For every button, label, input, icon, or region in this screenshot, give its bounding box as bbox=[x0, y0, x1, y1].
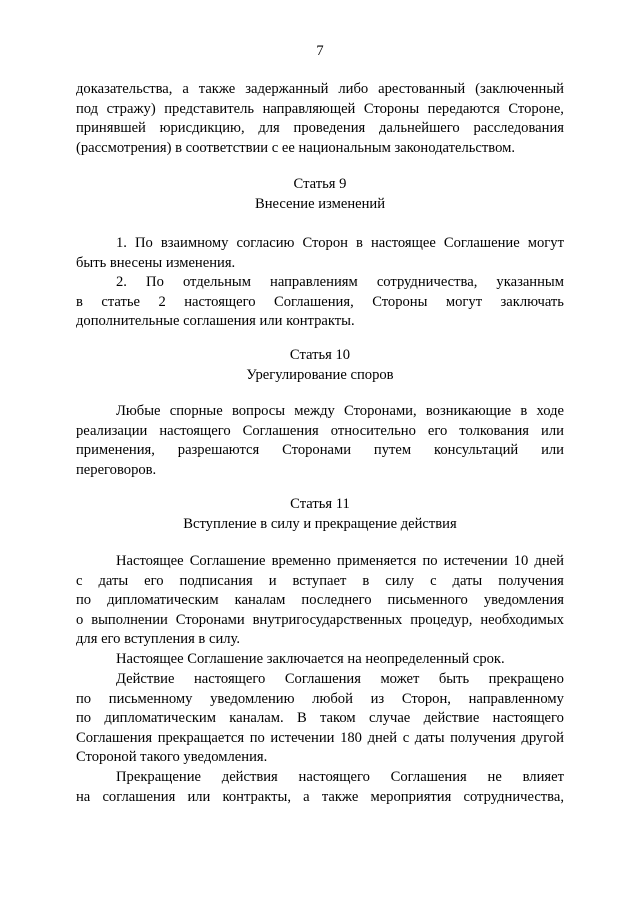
word: 1. bbox=[116, 235, 127, 251]
text-line: для его вступления в силу. bbox=[76, 631, 241, 648]
word: даты bbox=[414, 729, 445, 746]
word: или bbox=[541, 422, 564, 439]
word: Соглашения bbox=[284, 671, 361, 687]
word: По bbox=[146, 274, 164, 290]
word: даты bbox=[452, 572, 483, 589]
article-9-paragraph-2 bbox=[76, 273, 564, 332]
word: по bbox=[76, 592, 92, 609]
article-9-paragraph-1 bbox=[76, 234, 564, 273]
word: сотрудничества, bbox=[463, 788, 564, 805]
word: последнего bbox=[301, 592, 372, 609]
word: стражу) bbox=[106, 100, 156, 117]
word: в bbox=[520, 403, 528, 419]
word: может bbox=[380, 671, 420, 687]
word: Настоящее bbox=[116, 553, 184, 569]
word: вопросы bbox=[231, 403, 286, 419]
word: Стороне, bbox=[508, 100, 564, 117]
word: 2 bbox=[158, 293, 166, 310]
word: юрисдикцию, bbox=[159, 120, 245, 137]
text-line bbox=[76, 670, 564, 690]
word: уведомления bbox=[483, 592, 564, 609]
article-11-paragraph-3 bbox=[76, 670, 564, 768]
word: прекращено bbox=[488, 671, 564, 687]
word: в bbox=[355, 235, 363, 251]
word: 10 bbox=[513, 553, 529, 569]
word: настоящее bbox=[370, 235, 436, 251]
text-line bbox=[76, 690, 564, 710]
word: статье bbox=[101, 293, 141, 310]
word: его bbox=[144, 572, 164, 589]
word: проведения bbox=[293, 120, 366, 137]
word: направлениям bbox=[270, 274, 358, 290]
word: временно bbox=[271, 553, 331, 569]
word: взаимному bbox=[160, 235, 229, 251]
word: дипломатическим bbox=[107, 592, 219, 609]
word: реализации bbox=[76, 422, 148, 439]
word: с bbox=[430, 572, 437, 589]
word: относительно bbox=[330, 422, 416, 439]
text-line: дополнительные соглашения или контракты. bbox=[76, 313, 355, 330]
text-line bbox=[76, 768, 564, 788]
word: любой bbox=[312, 690, 353, 707]
word: в bbox=[76, 293, 83, 310]
word: отдельным bbox=[182, 274, 251, 290]
word: Соглашение bbox=[189, 553, 266, 569]
word: на bbox=[76, 788, 91, 805]
word: В bbox=[296, 710, 307, 727]
word: настоящего bbox=[184, 293, 256, 310]
word: арестованный bbox=[378, 81, 466, 97]
text-line bbox=[76, 80, 564, 100]
word: с bbox=[76, 572, 83, 589]
word: Сторонами, bbox=[344, 403, 417, 419]
word: Стороны bbox=[363, 100, 420, 117]
word: вступает bbox=[292, 572, 347, 589]
word: применения, bbox=[76, 442, 155, 459]
word: контракты, bbox=[222, 788, 292, 805]
word: случае bbox=[368, 710, 411, 727]
article-9-subtitle: Внесение изменений bbox=[254, 196, 386, 212]
word: настоящего bbox=[298, 769, 370, 785]
word: направляющей bbox=[262, 100, 356, 117]
word: 180 bbox=[340, 729, 362, 746]
word: дальнейшего bbox=[379, 120, 460, 137]
word: также bbox=[321, 788, 359, 805]
word: согласию bbox=[236, 235, 295, 251]
article-10-paragraph-1 bbox=[76, 402, 564, 480]
word: Соглашения bbox=[76, 729, 153, 746]
word: быть bbox=[438, 671, 470, 687]
word: Соглашения, bbox=[274, 293, 354, 310]
word: путем bbox=[373, 442, 412, 459]
word: истечении bbox=[443, 553, 508, 569]
article-11-paragraph-2 bbox=[76, 650, 564, 670]
text-line: Настоящее Соглашение заключается на неопределенный срок. bbox=[116, 651, 505, 667]
word: не bbox=[487, 769, 502, 785]
word: возникающие bbox=[425, 403, 512, 419]
word: по bbox=[76, 690, 92, 707]
word: передаются bbox=[427, 100, 500, 117]
text-line bbox=[76, 293, 564, 313]
word: настоящего bbox=[492, 710, 564, 727]
word: 2. bbox=[116, 274, 127, 290]
word: по bbox=[422, 553, 438, 569]
word: (заключенный bbox=[475, 81, 564, 97]
article-11-paragraph-4 bbox=[76, 768, 564, 807]
word: дней bbox=[367, 729, 398, 746]
word: принявшей bbox=[76, 120, 146, 137]
word: каналам bbox=[234, 592, 286, 609]
word: прекращается bbox=[157, 729, 245, 746]
text-line bbox=[76, 100, 564, 120]
word: задержанный bbox=[245, 81, 329, 97]
word: толкования bbox=[459, 422, 530, 439]
word: о bbox=[76, 611, 84, 628]
word: действие bbox=[423, 710, 480, 727]
word: а bbox=[182, 81, 189, 97]
word: влияет bbox=[522, 769, 564, 785]
word: сотрудничества, bbox=[376, 274, 478, 290]
article-10-subtitle: Урегулирование споров bbox=[246, 367, 394, 383]
word: истечении bbox=[270, 729, 335, 746]
text-line: быть внесены изменения. bbox=[76, 254, 236, 271]
text-line bbox=[76, 572, 564, 592]
word: получения bbox=[450, 729, 516, 746]
text-line bbox=[76, 591, 564, 611]
text-line bbox=[76, 441, 564, 461]
text-line: (рассмотрения) в соответствии с ее национальным законодательством. bbox=[76, 139, 515, 156]
word: процедур, bbox=[410, 611, 473, 628]
word: соглашения bbox=[102, 788, 176, 805]
word: могут bbox=[445, 293, 483, 310]
word: письменному bbox=[108, 690, 193, 707]
word: получения bbox=[498, 572, 564, 589]
word: заключать bbox=[500, 293, 564, 310]
word: уведомлению bbox=[210, 690, 295, 707]
text-line bbox=[76, 611, 564, 631]
word: каналам. bbox=[229, 710, 284, 727]
word: либо bbox=[338, 81, 369, 97]
word: ходе bbox=[536, 403, 564, 419]
word: необходимых bbox=[480, 611, 564, 628]
word: расследования bbox=[473, 120, 564, 137]
word: письменного bbox=[387, 592, 468, 609]
word: Сторон, bbox=[401, 690, 451, 707]
word: внутригосударственных bbox=[252, 611, 403, 628]
word: Сторонами bbox=[282, 442, 352, 459]
article-10-title: Статья 10 bbox=[289, 347, 351, 363]
text-line: переговоров. bbox=[76, 461, 157, 478]
word: Сторон bbox=[302, 235, 348, 251]
word: указанным bbox=[496, 274, 564, 290]
article-9-title: Статья 9 bbox=[293, 176, 347, 192]
word: настоящего bbox=[159, 422, 231, 439]
word: выполнении bbox=[91, 611, 168, 628]
word: дней bbox=[534, 553, 564, 569]
word: или bbox=[541, 442, 564, 459]
paragraph-intro bbox=[76, 80, 564, 158]
word: а bbox=[303, 788, 310, 805]
word: Прекращение bbox=[116, 769, 201, 785]
word: из bbox=[370, 690, 385, 707]
word: настоящего bbox=[193, 671, 266, 687]
article-11-paragraph-1 bbox=[76, 552, 564, 650]
word: и bbox=[268, 572, 277, 589]
word: под bbox=[76, 100, 99, 117]
word: для bbox=[258, 120, 280, 137]
text-line bbox=[76, 788, 564, 808]
word: его bbox=[427, 422, 448, 439]
word: По bbox=[135, 235, 153, 251]
word: Стороны bbox=[372, 293, 428, 310]
word: по bbox=[76, 710, 92, 727]
word: Соглашения bbox=[390, 769, 467, 785]
word: Соглашение bbox=[443, 235, 520, 251]
page-number: 7 bbox=[316, 43, 324, 59]
word: консультаций bbox=[433, 442, 519, 459]
text-line bbox=[76, 709, 564, 729]
text-line bbox=[76, 234, 564, 254]
word: спорные bbox=[169, 403, 223, 419]
text-line bbox=[76, 402, 564, 422]
word: Любые bbox=[116, 403, 161, 419]
word: подписания bbox=[179, 572, 253, 589]
word: дипломатическим bbox=[104, 710, 216, 727]
word: с bbox=[402, 729, 410, 746]
word: по bbox=[249, 729, 265, 746]
text-line bbox=[76, 552, 564, 572]
word: Сторонами bbox=[175, 611, 245, 628]
word: также bbox=[198, 81, 236, 97]
word: таком bbox=[320, 710, 356, 727]
word: могут bbox=[527, 235, 564, 251]
word: мероприятия bbox=[370, 788, 452, 805]
word: представитель bbox=[164, 100, 255, 117]
word: или bbox=[187, 788, 211, 805]
text-line bbox=[76, 422, 564, 442]
text-line bbox=[76, 729, 564, 749]
word: силу bbox=[385, 572, 415, 589]
text-line bbox=[76, 119, 564, 139]
word: даты bbox=[98, 572, 129, 589]
article-11-subtitle: Вступление в силу и прекращение действия bbox=[183, 516, 457, 532]
word: применяется bbox=[337, 553, 417, 569]
word: Действие bbox=[116, 671, 175, 687]
word: другой bbox=[521, 729, 564, 746]
word: направленному bbox=[468, 690, 564, 707]
word: в bbox=[362, 572, 370, 589]
word: Соглашения bbox=[242, 422, 319, 439]
article-11-title: Статья 11 bbox=[290, 496, 350, 512]
word: действия bbox=[221, 769, 278, 785]
text-line bbox=[76, 273, 564, 293]
text-line: Стороной такого уведомления. bbox=[76, 749, 268, 766]
word: доказательства, bbox=[76, 81, 173, 97]
word: между bbox=[294, 403, 335, 419]
word: разрешаются bbox=[177, 442, 260, 459]
